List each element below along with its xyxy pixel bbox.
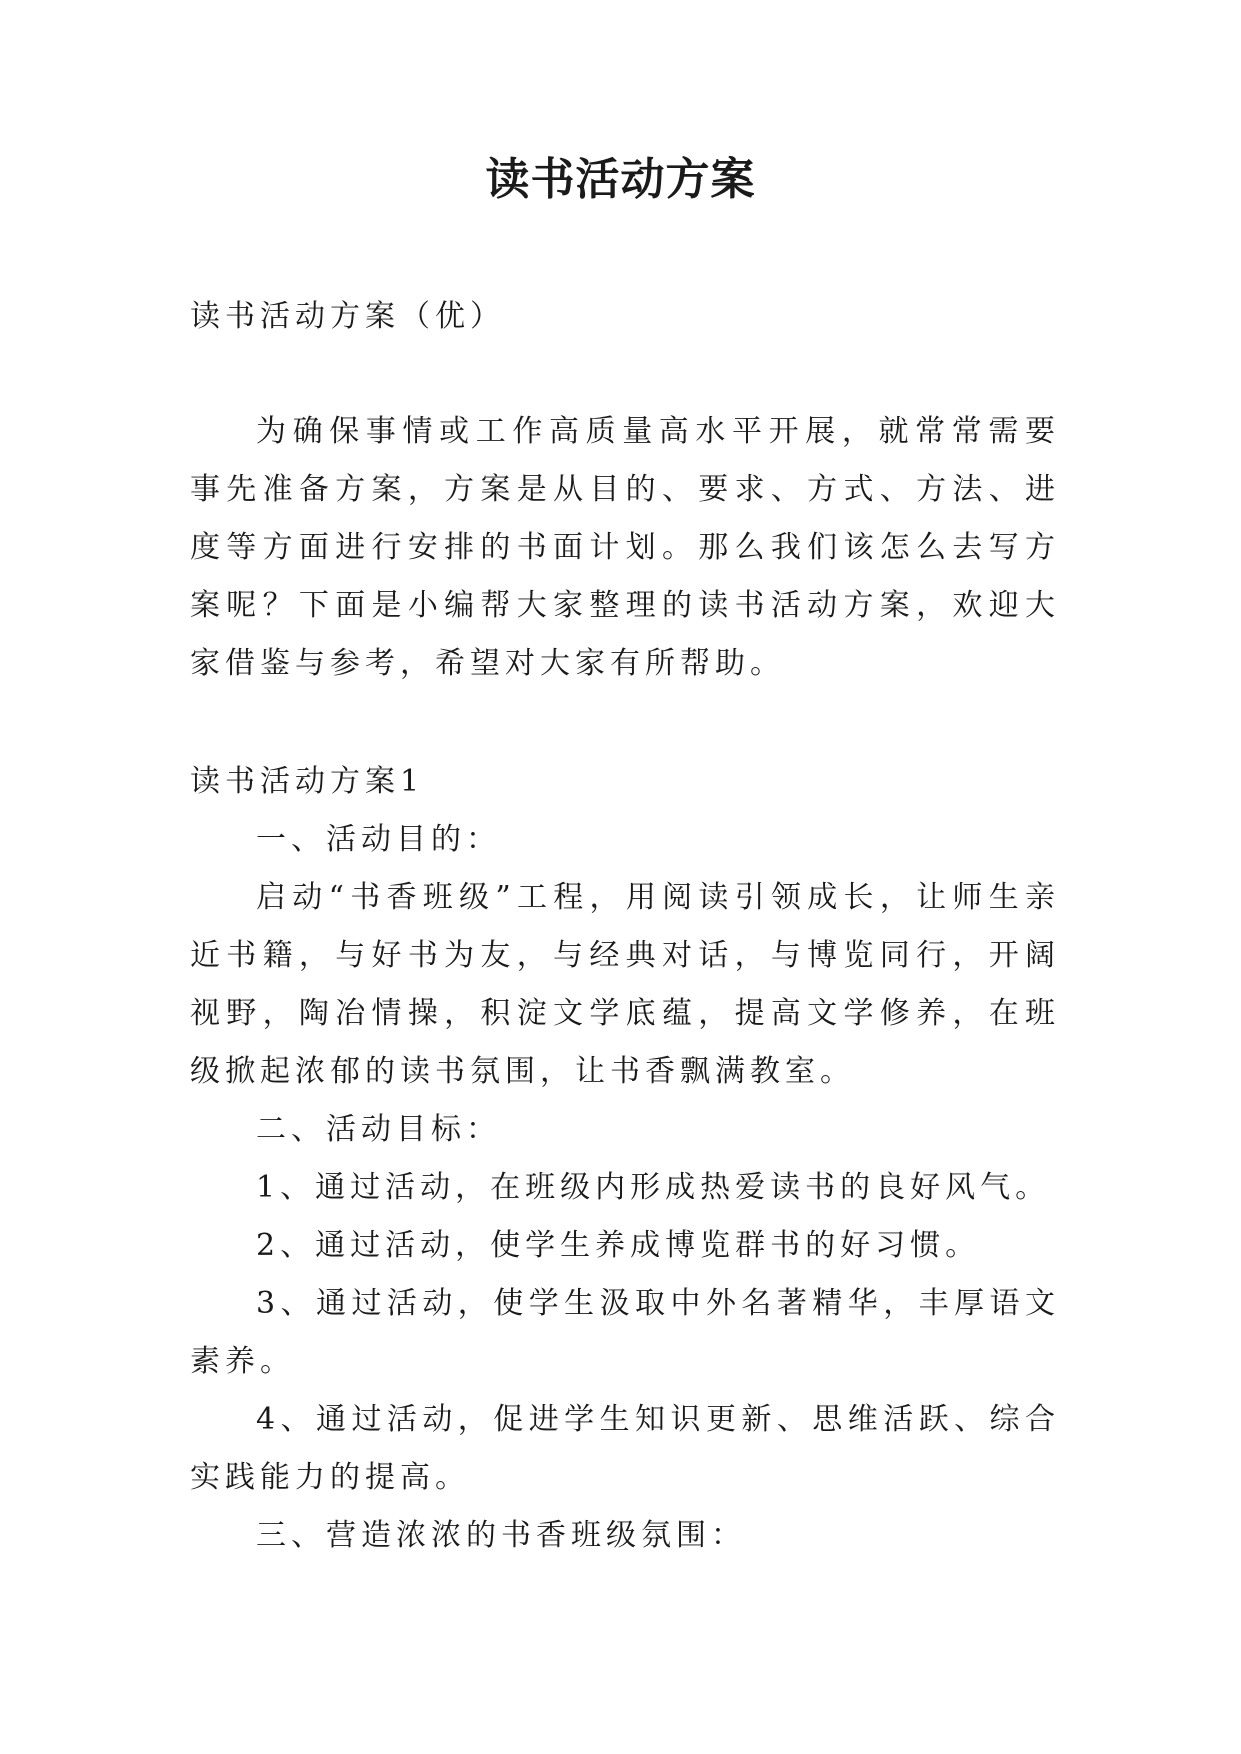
section-heading: 读书活动方案1 [190, 764, 425, 799]
document-title: 读书活动方案 [485, 154, 756, 205]
purpose-paragraph: 启动“书香班级”工程，用阅读引领成长，让师生亲近书籍，与好书为友，与经典对话，与博览同行，开阔视野，陶冶情操，积淀文学底蕴，提高文学修养，在班级掀起浓郁的读书氛围，让书香飘满教室。 [190, 880, 1060, 1089]
goal-item: 2、通过活动，使学生养成博览群书的好习惯。 [256, 1228, 981, 1263]
goal-item: 4、通过活动，促进学生知识更新、思维活跃、综合实践能力的提高。 [190, 1402, 1060, 1495]
purpose-heading: 一、活动目的： [256, 822, 501, 857]
goal-item: 1、通过活动，在班级内形成热爱读书的良好风气。 [256, 1170, 1051, 1205]
document-subtitle [190, 288, 1060, 346]
goals-heading: 二、活动目标： [256, 1112, 501, 1147]
intro-paragraph [190, 403, 1060, 693]
atmosphere-heading: 三、营造浓浓的书香班级氛围： [256, 1518, 746, 1553]
intro-text: 为确保事情或工作高质量高水平开展，就常常需要事先准备方案，方案是从目的、要求、方式、方法、进度等方面进行安排的书面计划。那么我们该怎么去写方案呢？下面是小编帮大家整理的读书活动方案，欢迎大家借鉴与参考，希望对大家有所帮助。 [190, 414, 1060, 681]
subtitle-text: 读书活动方案（优） [190, 299, 505, 334]
goal-item: 3、通过活动，使学生汲取中外名著精华，丰厚语文素养。 [190, 1286, 1060, 1379]
section-1 [190, 753, 1060, 1565]
